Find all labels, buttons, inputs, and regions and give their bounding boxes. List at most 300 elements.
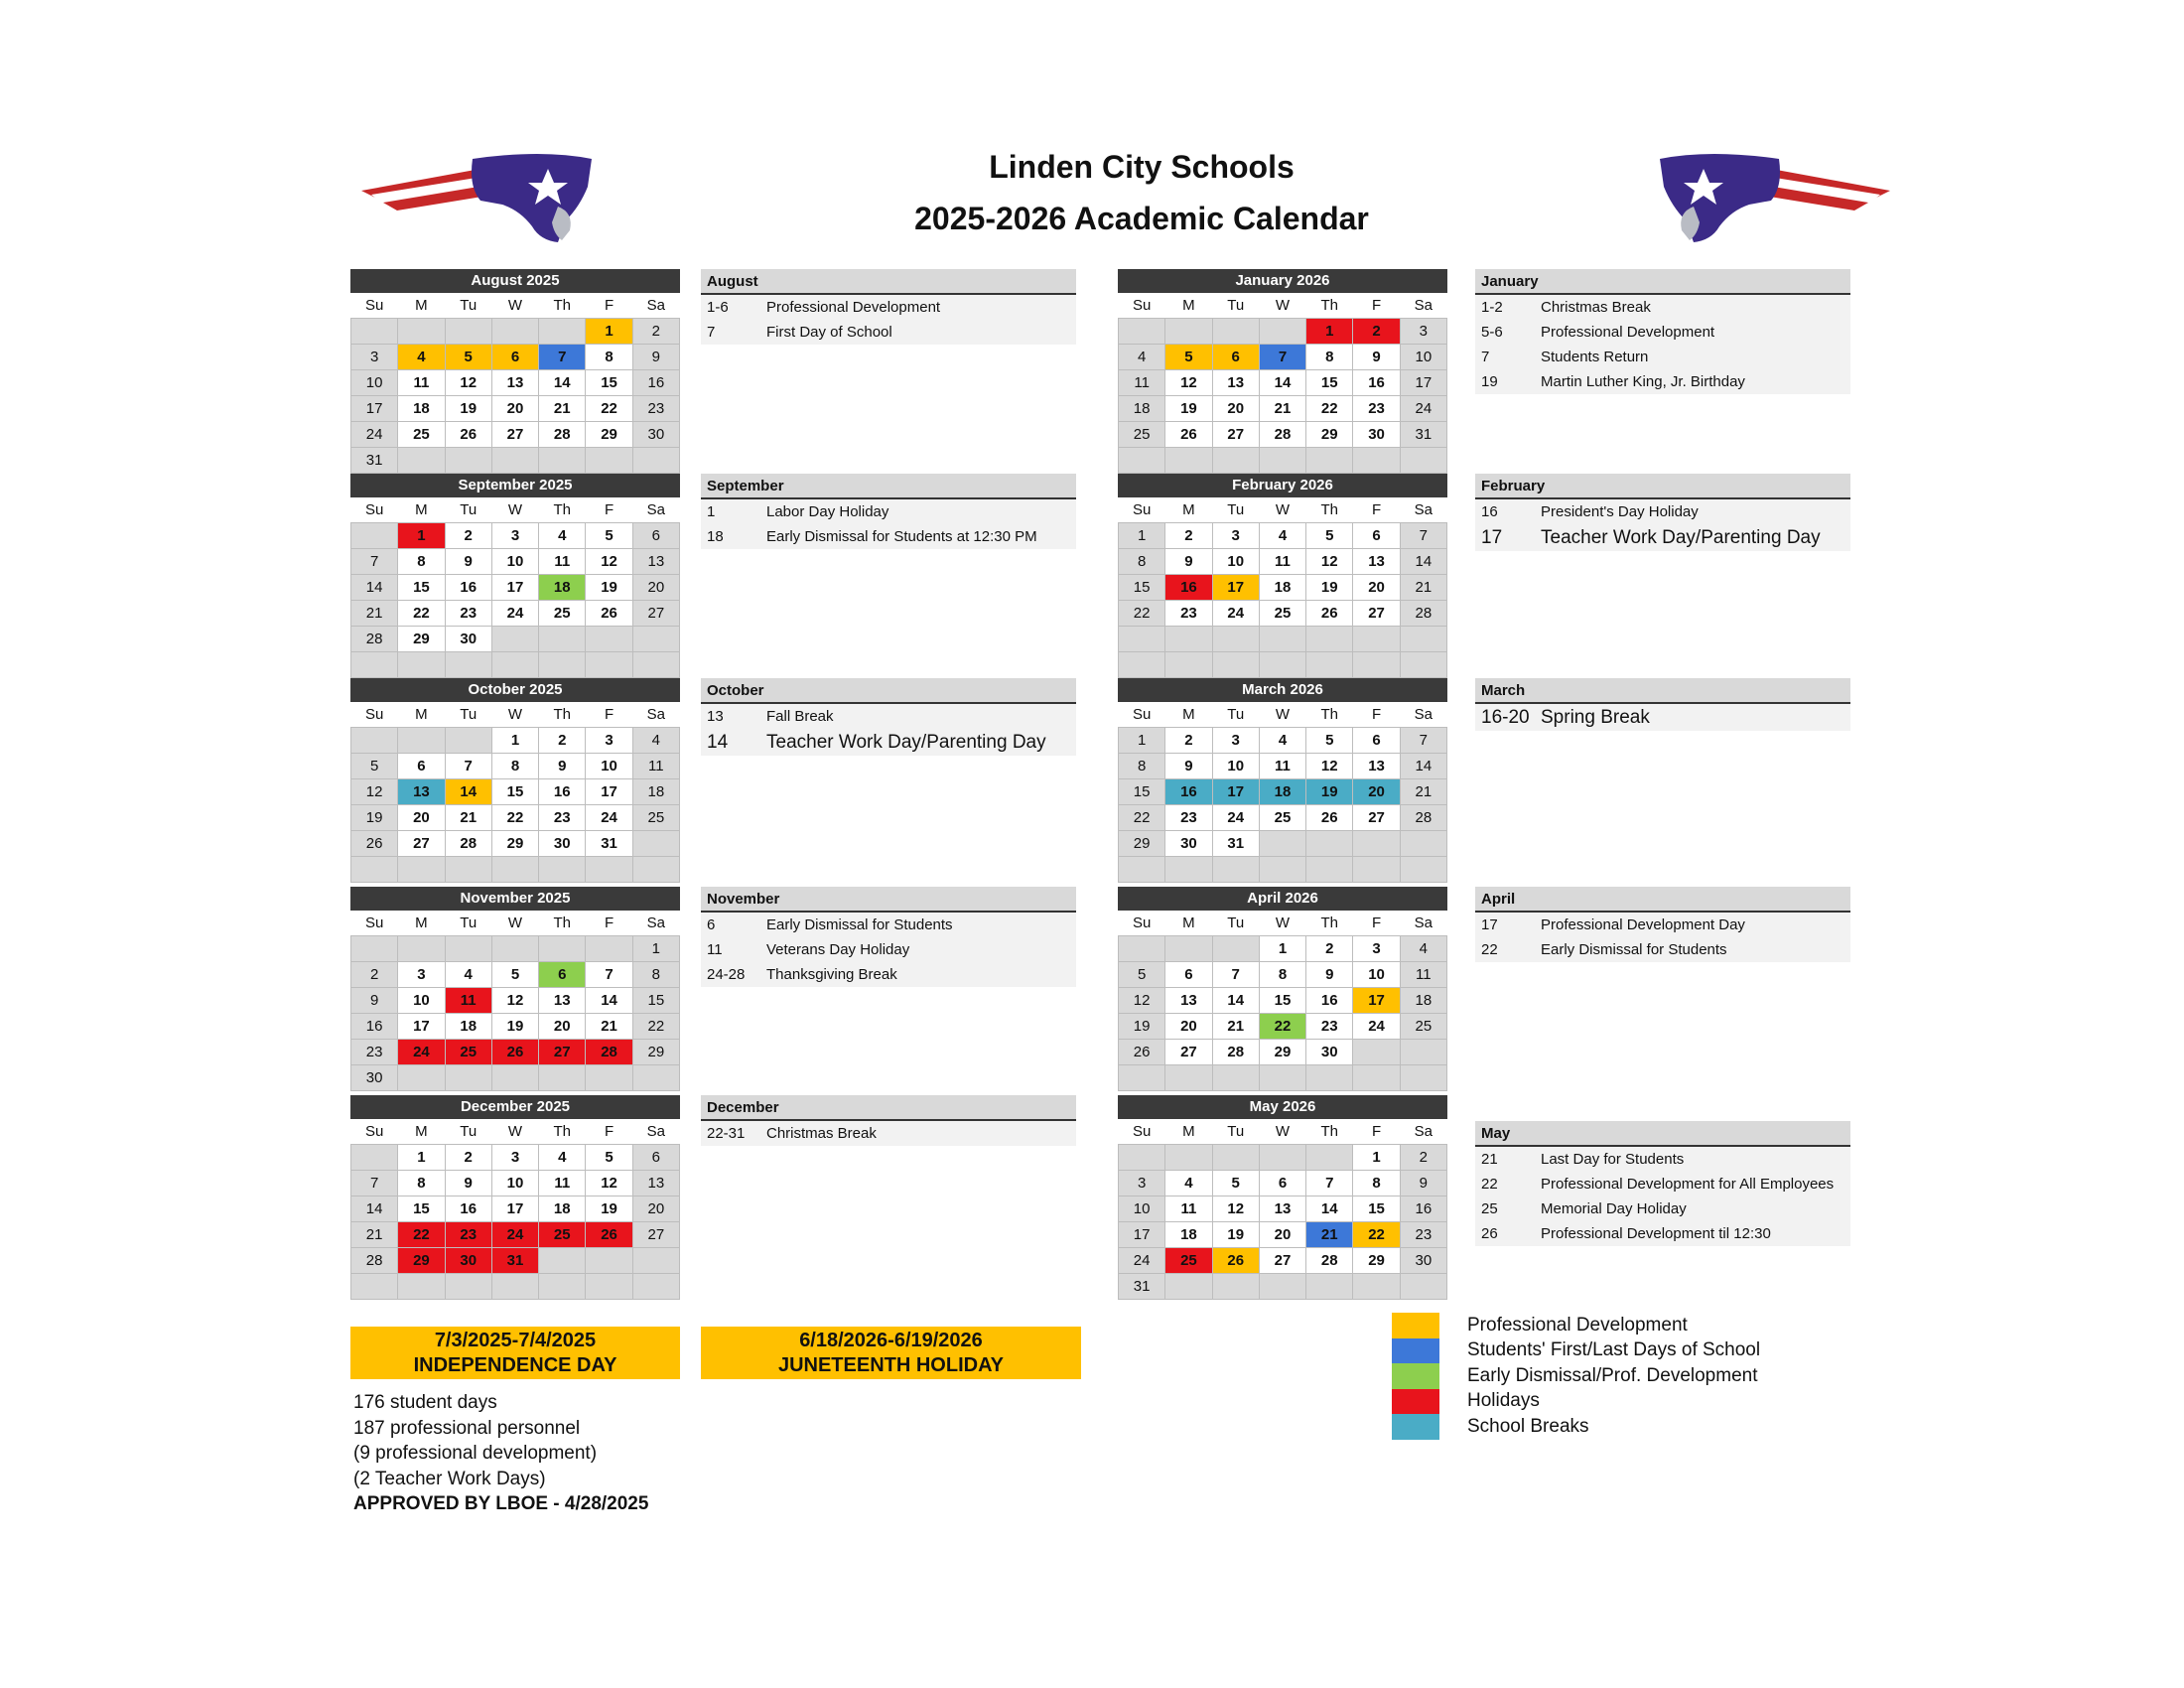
- weekday-header: W: [1259, 293, 1305, 319]
- day-cell: 16: [632, 370, 679, 396]
- event-row: [701, 704, 1076, 729]
- empty-cell: [539, 936, 586, 962]
- empty-cell: [1259, 652, 1305, 678]
- day-cell: 24: [1119, 1248, 1165, 1274]
- day-cell: 1: [1306, 319, 1353, 345]
- holiday-name: JUNETEENTH HOLIDAY: [777, 1354, 1005, 1376]
- event-row: [701, 913, 1076, 937]
- empty-cell: [351, 319, 398, 345]
- empty-cell: [1353, 1065, 1400, 1091]
- day-cell: 2: [1165, 728, 1212, 754]
- day-cell: 7: [1212, 962, 1259, 988]
- event-row: [701, 320, 1076, 345]
- event-text: President's Day Holiday: [1541, 503, 1699, 520]
- day-cell: 27: [1353, 805, 1400, 831]
- weekday-header: M: [1165, 497, 1212, 523]
- weekday-header: M: [1165, 1119, 1212, 1145]
- approval-note: APPROVED BY LBOE - 4/28/2025: [353, 1493, 649, 1514]
- empty-cell: [398, 319, 445, 345]
- day-cell: 25: [632, 805, 679, 831]
- empty-cell: [1306, 1145, 1353, 1171]
- day-cell: 1: [398, 1145, 445, 1171]
- weekday-header: F: [1353, 497, 1400, 523]
- day-cell: 28: [539, 422, 586, 448]
- empty-cell: [1400, 1065, 1446, 1091]
- day-cell: 6: [632, 1145, 679, 1171]
- weekday-header: Sa: [632, 702, 679, 728]
- day-cell: 21: [1259, 396, 1305, 422]
- weekday-header: Sa: [632, 293, 679, 319]
- event-row: [1475, 1196, 1850, 1221]
- weekday-header: F: [1353, 293, 1400, 319]
- event-text: Spring Break: [1541, 706, 1650, 728]
- event-month-header: August: [701, 269, 1076, 295]
- empty-cell: [539, 857, 586, 883]
- month-grid: [350, 702, 680, 883]
- day-cell: 2: [445, 523, 491, 549]
- weekday-header: F: [586, 911, 632, 936]
- weekday-header: M: [1165, 702, 1212, 728]
- empty-cell: [1212, 448, 1259, 474]
- empty-cell: [445, 652, 491, 678]
- month-calendar: [350, 474, 680, 678]
- empty-cell: [1353, 831, 1400, 857]
- day-cell: 5: [491, 962, 538, 988]
- event-month-header: November: [701, 887, 1076, 913]
- day-cell: 4: [398, 345, 445, 370]
- day-cell: 14: [1306, 1196, 1353, 1222]
- pd-days: (9 professional development): [353, 1443, 598, 1464]
- empty-cell: [1353, 448, 1400, 474]
- event-text: Early Dismissal for Students: [766, 916, 953, 933]
- legend-swatch: [1392, 1313, 1439, 1338]
- day-cell: 6: [632, 523, 679, 549]
- day-cell: 14: [539, 370, 586, 396]
- day-cell: 6: [1165, 962, 1212, 988]
- day-cell: 3: [586, 728, 632, 754]
- day-cell: 3: [398, 962, 445, 988]
- day-cell: 7: [1400, 523, 1446, 549]
- event-text: Christmas Break: [766, 1125, 877, 1142]
- empty-cell: [1165, 1065, 1212, 1091]
- month-calendar: [350, 887, 680, 1091]
- day-cell: 8: [632, 962, 679, 988]
- empty-cell: [1165, 448, 1212, 474]
- day-cell: 8: [1353, 1171, 1400, 1196]
- day-cell: 18: [539, 575, 586, 601]
- event-text: Teacher Work Day/Parenting Day: [1541, 526, 1821, 548]
- day-cell: 29: [1259, 1040, 1305, 1065]
- day-cell: 15: [1259, 988, 1305, 1014]
- day-cell: 27: [398, 831, 445, 857]
- day-cell: 9: [1165, 754, 1212, 779]
- day-cell: 5: [586, 1145, 632, 1171]
- day-cell: 10: [351, 370, 398, 396]
- day-cell: 30: [351, 1065, 398, 1091]
- month-grid: [350, 1119, 680, 1300]
- weekday-header: Su: [1119, 1119, 1165, 1145]
- event-row: [701, 1121, 1076, 1146]
- day-cell: 22: [491, 805, 538, 831]
- empty-cell: [1212, 936, 1259, 962]
- legend-item: [1392, 1363, 1760, 1389]
- day-cell: 13: [398, 779, 445, 805]
- day-cell: 11: [1259, 754, 1305, 779]
- day-cell: 5: [445, 345, 491, 370]
- day-cell: 3: [351, 345, 398, 370]
- day-cell: 19: [491, 1014, 538, 1040]
- event-month-header: March: [1475, 678, 1850, 704]
- empty-cell: [1306, 1274, 1353, 1300]
- event-row: [701, 499, 1076, 524]
- empty-cell: [1212, 627, 1259, 652]
- day-cell: 30: [445, 1248, 491, 1274]
- month-grid: [1118, 911, 1447, 1091]
- day-cell: 8: [1119, 549, 1165, 575]
- empty-cell: [1306, 1065, 1353, 1091]
- independence-day-box: [350, 1327, 680, 1379]
- event-list: [1475, 1121, 1850, 1246]
- empty-cell: [491, 448, 538, 474]
- empty-cell: [1400, 857, 1446, 883]
- weekday-header: M: [1165, 293, 1212, 319]
- day-cell: 18: [445, 1014, 491, 1040]
- day-cell: 24: [1212, 601, 1259, 627]
- legend-item: [1392, 1414, 1760, 1440]
- event-date: 26: [1481, 1225, 1498, 1242]
- day-cell: 20: [491, 396, 538, 422]
- day-cell: 1: [632, 936, 679, 962]
- legend-label: School Breaks: [1467, 1415, 1589, 1437]
- event-list: [1475, 474, 1850, 551]
- empty-cell: [445, 728, 491, 754]
- juneteenth-box: [701, 1327, 1081, 1379]
- day-cell: 28: [1400, 601, 1446, 627]
- weekday-header: Tu: [445, 1119, 491, 1145]
- day-cell: 11: [1259, 549, 1305, 575]
- day-cell: 30: [445, 627, 491, 652]
- day-cell: 2: [351, 962, 398, 988]
- day-cell: 17: [398, 1014, 445, 1040]
- weekday-header: Th: [539, 702, 586, 728]
- day-cell: 14: [1212, 988, 1259, 1014]
- day-cell: 9: [445, 549, 491, 575]
- day-cell: 2: [1306, 936, 1353, 962]
- day-cell: 21: [1306, 1222, 1353, 1248]
- day-cell: 2: [1353, 319, 1400, 345]
- event-date: 11: [707, 941, 723, 958]
- weekday-header: Th: [1306, 911, 1353, 936]
- day-cell: 8: [398, 1171, 445, 1196]
- empty-cell: [398, 448, 445, 474]
- day-cell: 14: [351, 1196, 398, 1222]
- empty-cell: [445, 1274, 491, 1300]
- day-cell: 17: [351, 396, 398, 422]
- weekday-header: Tu: [1212, 1119, 1259, 1145]
- empty-cell: [1400, 831, 1446, 857]
- day-cell: 3: [1212, 728, 1259, 754]
- legend-label: Holidays: [1467, 1390, 1540, 1412]
- day-cell: 20: [1259, 1222, 1305, 1248]
- event-text: Veterans Day Holiday: [766, 941, 910, 958]
- empty-cell: [445, 857, 491, 883]
- event-row: [1475, 524, 1850, 551]
- day-cell: 10: [1119, 1196, 1165, 1222]
- empty-cell: [632, 448, 679, 474]
- empty-cell: [1259, 627, 1305, 652]
- event-row: [1475, 704, 1850, 731]
- empty-cell: [632, 1065, 679, 1091]
- event-row: [1475, 1147, 1850, 1172]
- empty-cell: [1119, 319, 1165, 345]
- empty-cell: [632, 831, 679, 857]
- weekday-header: Th: [539, 1119, 586, 1145]
- day-cell: 5: [1306, 523, 1353, 549]
- event-text: Students Return: [1541, 349, 1649, 365]
- day-cell: 28: [1400, 805, 1446, 831]
- event-date: 18: [707, 528, 724, 545]
- empty-cell: [586, 1274, 632, 1300]
- month-calendar: [1118, 474, 1447, 678]
- day-cell: 1: [1119, 523, 1165, 549]
- day-cell: 31: [1119, 1274, 1165, 1300]
- day-cell: 25: [1165, 1248, 1212, 1274]
- empty-cell: [632, 1274, 679, 1300]
- weekday-header: M: [398, 911, 445, 936]
- day-cell: 21: [351, 601, 398, 627]
- day-cell: 1: [586, 319, 632, 345]
- legend-swatch: [1392, 1414, 1439, 1440]
- day-cell: 7: [539, 345, 586, 370]
- month-title: January 2026: [1118, 269, 1447, 293]
- empty-cell: [398, 1274, 445, 1300]
- day-cell: 20: [1353, 575, 1400, 601]
- day-cell: 6: [1212, 345, 1259, 370]
- empty-cell: [586, 652, 632, 678]
- calendar-title: 2025-2026 Academic Calendar: [914, 201, 1369, 236]
- empty-cell: [1306, 627, 1353, 652]
- day-cell: 24: [1212, 805, 1259, 831]
- day-cell: 9: [539, 754, 586, 779]
- empty-cell: [445, 1065, 491, 1091]
- weekday-header: M: [398, 1119, 445, 1145]
- day-cell: 4: [632, 728, 679, 754]
- month-title: August 2025: [350, 269, 680, 293]
- day-cell: 3: [1353, 936, 1400, 962]
- empty-cell: [1400, 1274, 1446, 1300]
- day-cell: 17: [1212, 779, 1259, 805]
- calendar-stats: [353, 1390, 648, 1517]
- day-cell: 9: [1165, 549, 1212, 575]
- event-month-header: December: [701, 1095, 1076, 1121]
- event-date: 19: [1481, 373, 1498, 390]
- day-cell: 12: [586, 1171, 632, 1196]
- event-date: 17: [1481, 526, 1503, 548]
- day-cell: 23: [1306, 1014, 1353, 1040]
- weekday-header: F: [1353, 702, 1400, 728]
- day-cell: 26: [1212, 1248, 1259, 1274]
- event-list: [1475, 269, 1850, 394]
- day-cell: 5: [351, 754, 398, 779]
- day-cell: 11: [539, 549, 586, 575]
- weekday-header: Su: [1119, 293, 1165, 319]
- empty-cell: [1165, 627, 1212, 652]
- day-cell: 6: [1353, 523, 1400, 549]
- event-list: [701, 474, 1076, 549]
- legend-swatch: [1392, 1389, 1439, 1415]
- day-cell: 17: [1212, 575, 1259, 601]
- weekday-header: Th: [1306, 497, 1353, 523]
- day-cell: 27: [632, 601, 679, 627]
- empty-cell: [632, 1248, 679, 1274]
- empty-cell: [539, 1248, 586, 1274]
- day-cell: 3: [491, 523, 538, 549]
- holiday-dates: 6/18/2026-6/19/2026: [799, 1330, 983, 1351]
- event-date: 5-6: [1481, 324, 1503, 341]
- day-cell: 28: [351, 627, 398, 652]
- weekday-header: F: [1353, 1119, 1400, 1145]
- day-cell: 24: [1400, 396, 1446, 422]
- day-cell: 4: [1259, 523, 1305, 549]
- day-cell: 27: [632, 1222, 679, 1248]
- empty-cell: [398, 1065, 445, 1091]
- day-cell: 19: [586, 575, 632, 601]
- month-title: October 2025: [350, 678, 680, 702]
- day-cell: 29: [632, 1040, 679, 1065]
- day-cell: 1: [1119, 728, 1165, 754]
- weekday-header: W: [1259, 702, 1305, 728]
- day-cell: 5: [1165, 345, 1212, 370]
- empty-cell: [1165, 1274, 1212, 1300]
- event-date: 21: [1481, 1151, 1498, 1168]
- weekday-header: Su: [351, 1119, 398, 1145]
- event-text: Professional Development til 12:30: [1541, 1225, 1771, 1242]
- weekday-header: Sa: [1400, 702, 1446, 728]
- weekday-header: Su: [351, 702, 398, 728]
- day-cell: 29: [1306, 422, 1353, 448]
- weekday-header: W: [491, 497, 538, 523]
- weekday-header: Sa: [1400, 293, 1446, 319]
- holiday-name: INDEPENDENCE DAY: [413, 1354, 617, 1376]
- day-cell: 12: [586, 549, 632, 575]
- weekday-header: Th: [1306, 702, 1353, 728]
- day-cell: 23: [1165, 601, 1212, 627]
- empty-cell: [445, 936, 491, 962]
- day-cell: 23: [351, 1040, 398, 1065]
- event-date: 16: [1481, 503, 1498, 520]
- event-date: 7: [707, 324, 716, 341]
- empty-cell: [1353, 857, 1400, 883]
- day-cell: 24: [586, 805, 632, 831]
- day-cell: 12: [1306, 754, 1353, 779]
- day-cell: 17: [1400, 370, 1446, 396]
- day-cell: 22: [1353, 1222, 1400, 1248]
- day-cell: 15: [1306, 370, 1353, 396]
- day-cell: 13: [539, 988, 586, 1014]
- event-text: Professional Development for All Employees: [1541, 1176, 1835, 1193]
- day-cell: 8: [1306, 345, 1353, 370]
- day-cell: 18: [539, 1196, 586, 1222]
- month-calendar: [1118, 887, 1447, 1091]
- event-row: [1475, 1221, 1850, 1246]
- weekday-header: Sa: [632, 1119, 679, 1145]
- event-date: 13: [707, 708, 724, 725]
- day-cell: 27: [491, 422, 538, 448]
- day-cell: 23: [445, 1222, 491, 1248]
- day-cell: 22: [1119, 601, 1165, 627]
- day-cell: 14: [1259, 370, 1305, 396]
- day-cell: 26: [1306, 805, 1353, 831]
- day-cell: 4: [1119, 345, 1165, 370]
- day-cell: 9: [351, 988, 398, 1014]
- day-cell: 14: [351, 575, 398, 601]
- day-cell: 27: [1165, 1040, 1212, 1065]
- day-cell: 12: [1306, 549, 1353, 575]
- day-cell: 22: [398, 601, 445, 627]
- day-cell: 9: [445, 1171, 491, 1196]
- day-cell: 28: [445, 831, 491, 857]
- legend-swatch: [1392, 1363, 1439, 1389]
- event-text: Professional Development Day: [1541, 916, 1745, 933]
- day-cell: 26: [586, 1222, 632, 1248]
- empty-cell: [1306, 652, 1353, 678]
- day-cell: 24: [1353, 1014, 1400, 1040]
- month-calendar: [1118, 678, 1447, 883]
- event-text: Professional Development: [766, 299, 941, 316]
- day-cell: 11: [539, 1171, 586, 1196]
- day-cell: 4: [445, 962, 491, 988]
- day-cell: 14: [445, 779, 491, 805]
- event-list: [701, 887, 1076, 987]
- day-cell: 10: [1212, 754, 1259, 779]
- day-cell: 5: [586, 523, 632, 549]
- day-cell: 29: [491, 831, 538, 857]
- day-cell: 3: [1119, 1171, 1165, 1196]
- day-cell: 11: [1400, 962, 1446, 988]
- day-cell: 22: [1119, 805, 1165, 831]
- empty-cell: [1306, 857, 1353, 883]
- empty-cell: [398, 936, 445, 962]
- weekday-header: W: [491, 293, 538, 319]
- event-date: 1: [707, 503, 716, 520]
- weekday-header: M: [398, 293, 445, 319]
- month-calendar: [350, 678, 680, 883]
- empty-cell: [1212, 1274, 1259, 1300]
- day-cell: 9: [1306, 962, 1353, 988]
- day-cell: 22: [398, 1222, 445, 1248]
- event-row: [701, 729, 1076, 756]
- day-cell: 13: [1212, 370, 1259, 396]
- day-cell: 18: [632, 779, 679, 805]
- day-cell: 30: [1353, 422, 1400, 448]
- weekday-header: Sa: [1400, 497, 1446, 523]
- event-row: [1475, 295, 1850, 320]
- day-cell: 26: [351, 831, 398, 857]
- empty-cell: [1119, 936, 1165, 962]
- day-cell: 27: [1212, 422, 1259, 448]
- empty-cell: [1119, 1065, 1165, 1091]
- empty-cell: [539, 627, 586, 652]
- day-cell: 13: [1353, 754, 1400, 779]
- empty-cell: [1259, 1145, 1305, 1171]
- day-cell: 4: [1400, 936, 1446, 962]
- day-cell: 19: [586, 1196, 632, 1222]
- event-month-header: February: [1475, 474, 1850, 499]
- empty-cell: [1259, 857, 1305, 883]
- day-cell: 29: [1119, 831, 1165, 857]
- day-cell: 17: [1119, 1222, 1165, 1248]
- legend-label: Students' First/Last Days of School: [1467, 1339, 1761, 1361]
